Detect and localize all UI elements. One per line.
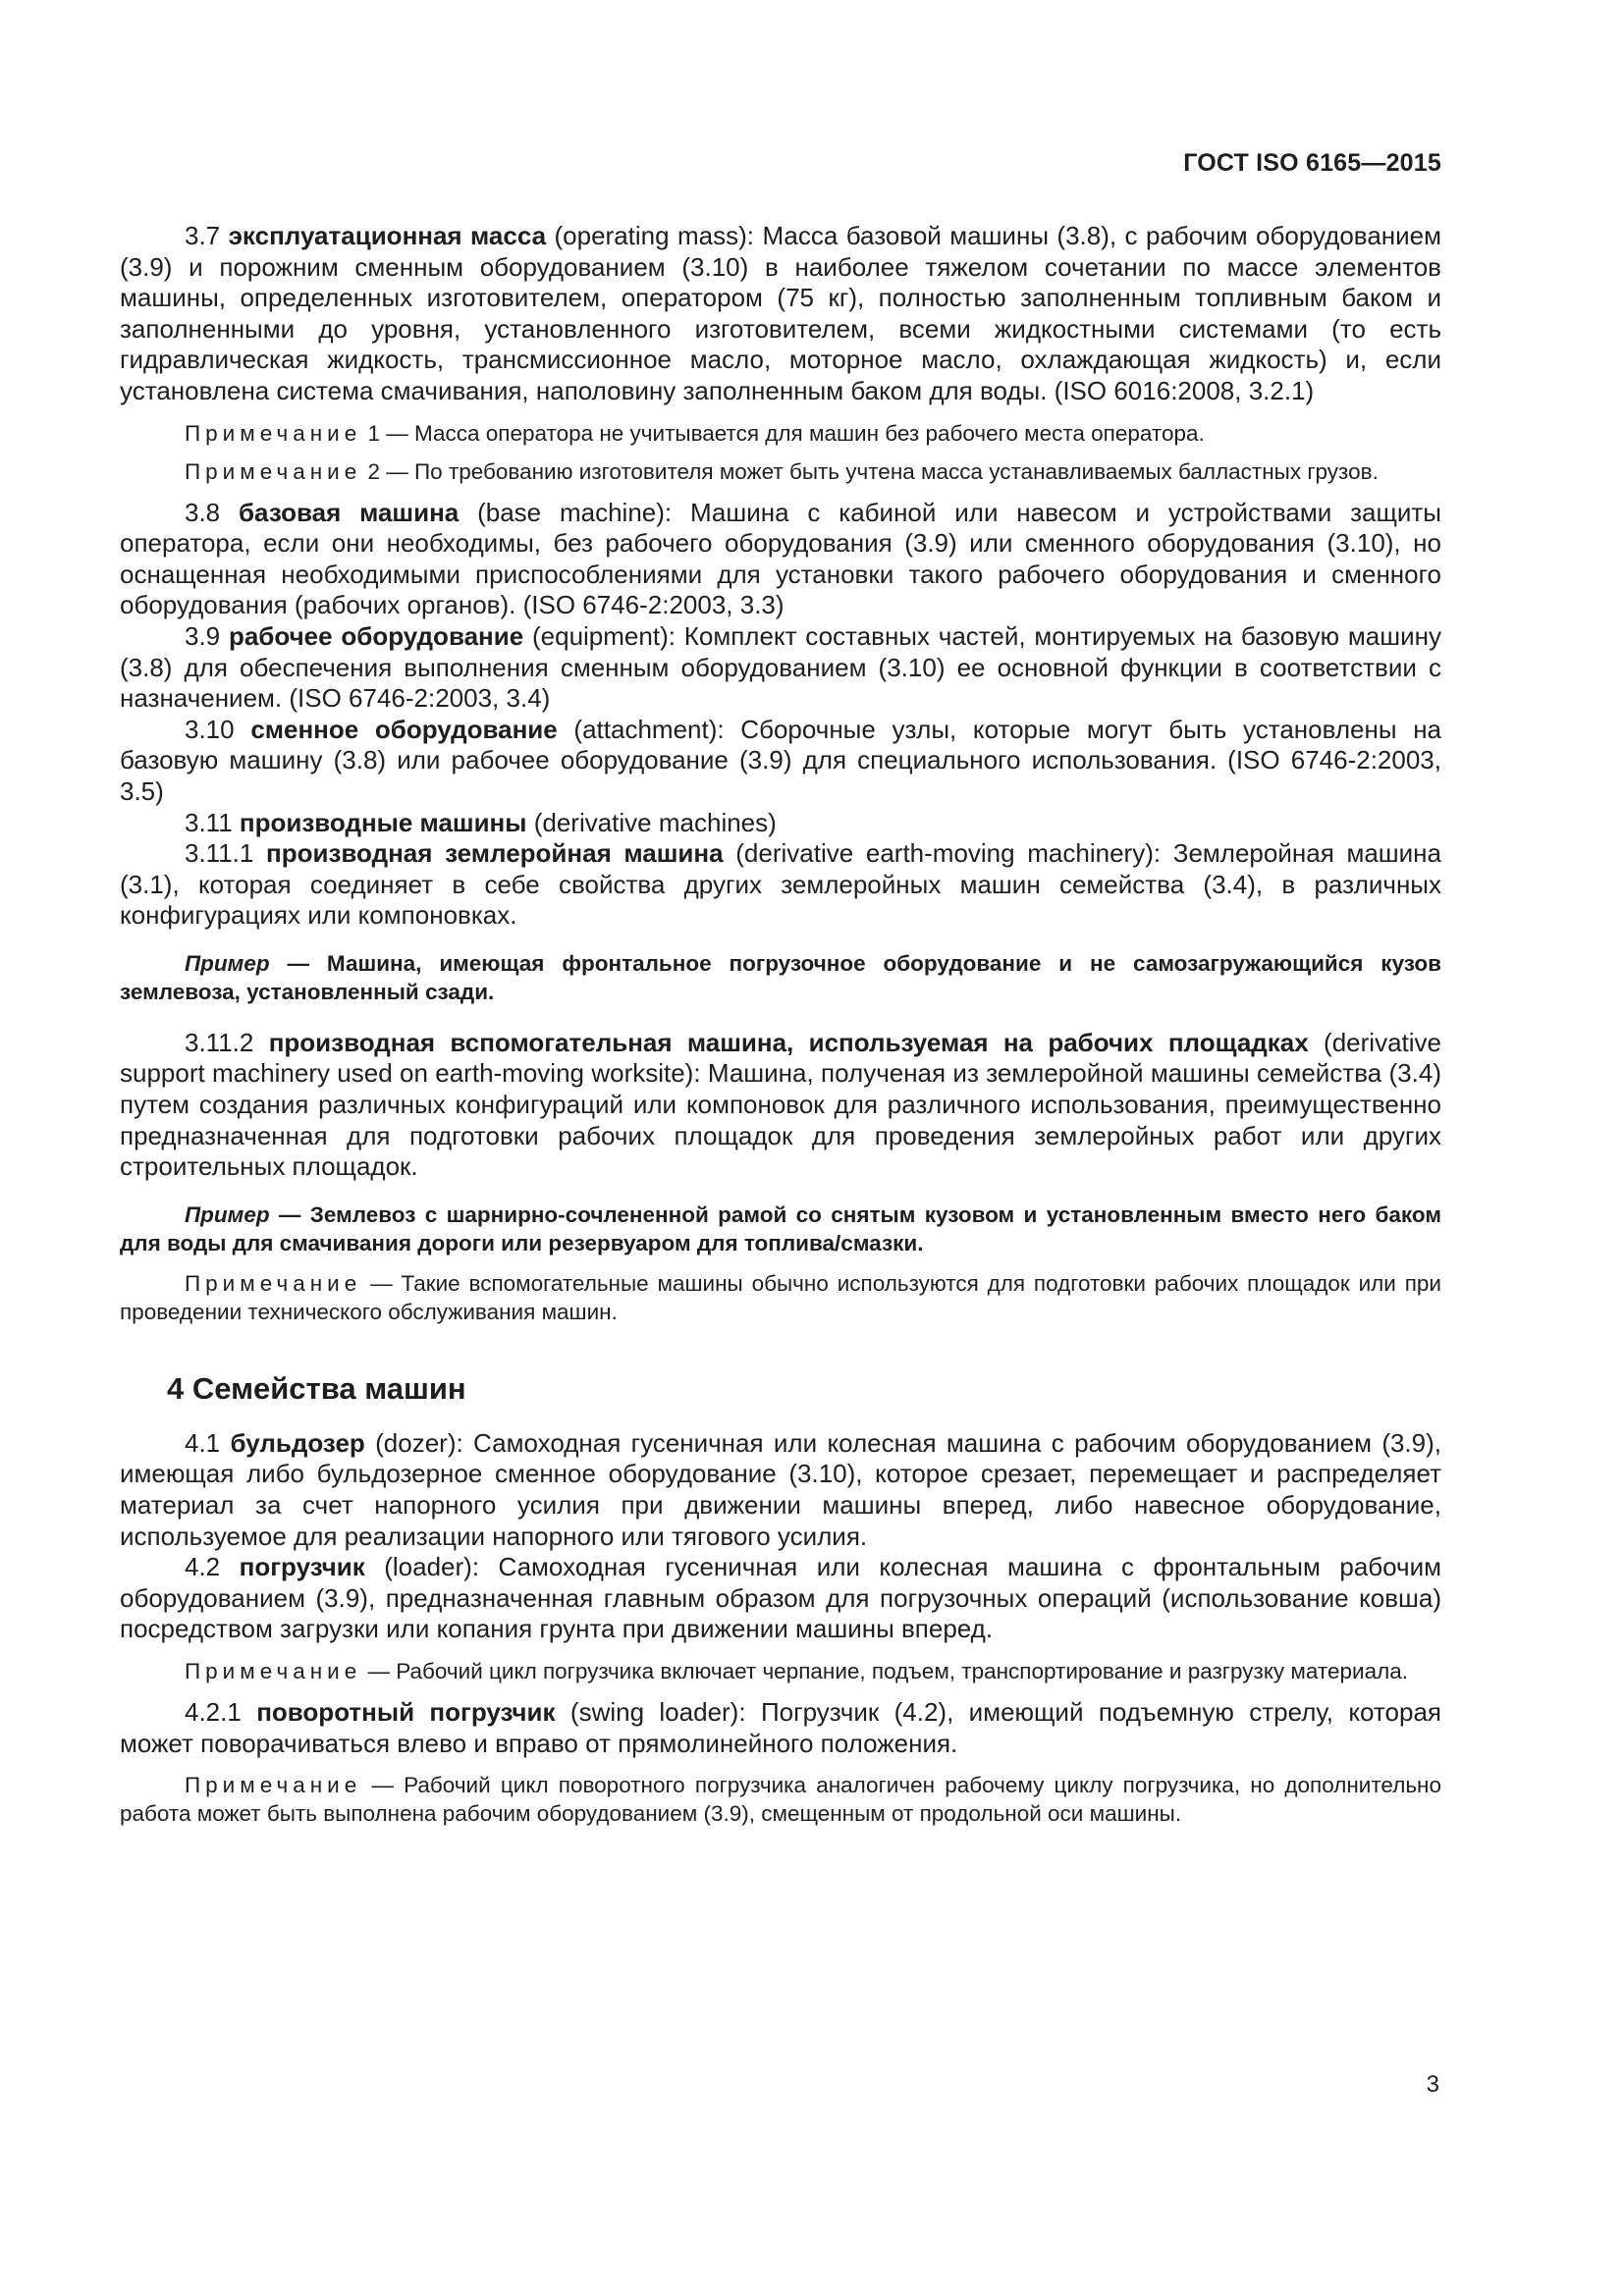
definition: (attachment): Сборочные узлы, которые могут быть установлены на базовую машину (3.8) или рабочее оборудование (3.9) для специального использования. (ISO 6746-2:2003, 3.5)	[120, 714, 1442, 806]
note-label: Примечание	[185, 1270, 362, 1296]
clause-3-10	[120, 715, 1441, 808]
clause-3-11-2	[120, 1028, 1441, 1183]
section-heading: 4 Семейства машин	[167, 1370, 466, 1406]
example-text: — Машина, имеющая фронтальное погрузочное оборудование и не самозагружающийся кузов землевоза, установленный сзади.	[120, 950, 1441, 1004]
example-label: Пример	[185, 950, 270, 976]
clause-number: 3.10	[185, 714, 251, 744]
definition: (equipment): Комплект составных частей, монтируемых на базовую машину (3.8) для обеспечения выполнения сменным оборудованием (3.10) ее основной функции в соответствии с назначением. (ISO 6746-2:2003, 3.4)	[120, 620, 1441, 714]
clause-3-11	[120, 808, 1441, 839]
note-4	[120, 1657, 1441, 1685]
clause-number: 4.2	[185, 1552, 240, 1582]
term: сменное оборудование	[250, 714, 558, 744]
clause-number: 3.9	[185, 620, 229, 651]
clause-number: 3.11.1	[185, 838, 267, 869]
term: эксплуатационная масса	[228, 221, 547, 250]
clause-number: 3.8	[185, 497, 239, 527]
clause-number: 3.11	[185, 807, 240, 837]
page-number: 3	[1426, 2071, 1439, 2098]
note-3	[120, 1269, 1441, 1326]
term: поворотный погрузчик	[256, 1697, 556, 1727]
clause-4-2	[120, 1552, 1441, 1645]
term: производные машины	[239, 807, 527, 837]
note-1	[120, 419, 1441, 448]
definition: (base machine): Машина с кабиной или навесом и устройствами защиты оператора, если они необходимы, без рабочего оборудования (3.9) или сменного оборудования (3.10), но оснащенная необходимыми приспособлениями для установки такого рабочего оборудования и сменного оборудования (рабочих органов). (ISO 6746-2:2003, 3.3)	[120, 497, 1441, 620]
definition: (derivative earth-moving machinery): Землеройная машина (3.1), которая соединяет в себе свойства других землеройных машин семейства (3.4), в различных конфигурациях или компоновках.	[120, 838, 1441, 931]
definition: (swing loader): Погрузчик (4.2), имеющий подъемную стрелу, которая может поворачиваться влево и вправо от прямолинейного положения.	[120, 1697, 1441, 1758]
note-label: Примечание	[185, 458, 362, 484]
clause-number: 4.2.1	[185, 1697, 257, 1727]
clause-3-9	[120, 621, 1441, 715]
term: бульдозер	[230, 1427, 365, 1458]
note-label: Примечание	[185, 420, 362, 446]
note-text: 2 — По требованию изготовителя может быть учтена масса устанавливаемых балластных грузов.	[361, 458, 1379, 484]
clause-3-7	[120, 221, 1441, 407]
note-label: Примечание	[185, 1773, 362, 1798]
document-header: ГОСТ ISO 6165—2015	[1183, 149, 1441, 177]
definition: (derivative support machinery used on earth-moving worksite): Машина, полученая из землеройной машины семейства (3.4) путем создания различных конфигураций или компоновок для различного использования, преимущественно предназначенная для подготовки рабочих площадок для проведения землеройных работ или других строительных площадок.	[120, 1027, 1441, 1182]
clause-3-8	[120, 498, 1441, 621]
term: производная вспомогательная машина, используемая на рабочих площадках	[268, 1027, 1309, 1057]
note-2	[120, 457, 1441, 486]
example-1	[120, 949, 1441, 1006]
note-5	[120, 1771, 1441, 1828]
example-2	[120, 1201, 1441, 1257]
clause-number: 3.7	[185, 221, 229, 250]
clause-number: 3.11.2	[185, 1027, 269, 1057]
term: погрузчик	[239, 1552, 365, 1582]
note-text: — Такие вспомогательные машины обычно используются для подготовки рабочих площадок или при проведении технического обслуживания машин.	[120, 1270, 1441, 1324]
definition: (operating mass): Масса базовой машины (3.8), с рабочим оборудованием (3.9) и порожним сменным оборудованием (3.10) в наиболее тяжелом сочетании по массе элементов машины, определенных изготовителем, оператором (75 кг), полностью заполненным топливным баком и заполненными до уровня, установленного изготовителем, всеми жидкостными системами (то есть гидравлическая жидкость, трансмиссионное масло, моторное масло, охлаждающая жидкость) и, если установлена система смачивания, наполовину заполненным баком для воды. (ISO 6016:2008, 3.2.1)	[120, 221, 1441, 405]
note-text: — Рабочий цикл поворотного погрузчика аналогичен рабочему циклу погрузчика, но дополнительно работа может быть выполнена рабочим оборудованием (3.9), смещенным от продольной оси машины.	[120, 1773, 1441, 1827]
definition: (dozer): Самоходная гусеничная или колесная машина с рабочим оборудованием (3.9), имеющая либо бульдозерное сменное оборудование (3.10), которое срезает, перемещает и распределяет материал за счет напорного усилия при движении машины вперед, либо навесное оборудование, используемое для реализации напорного или тягового усилия.	[120, 1427, 1441, 1551]
clause-number: 4.1	[185, 1427, 231, 1458]
term: производная землеройная машина	[266, 838, 724, 869]
term: рабочее оборудование	[228, 620, 524, 651]
example-label: Пример	[185, 1201, 270, 1227]
note-label: Примечание	[185, 1659, 362, 1683]
note-text: — Рабочий цикл погрузчика включает черпание, подъем, транспортирование и разгрузку материала.	[361, 1659, 1408, 1683]
clause-4-2-1	[120, 1697, 1441, 1759]
definition: (loader): Самоходная гусеничная или колесная машина с фронтальным рабочим оборудованием (3.9), предназначенная главным образом для погрузочных операций (использование ковша) посредством загрузки или копания грунта при движении машины вперед.	[120, 1552, 1442, 1644]
document-body	[120, 221, 1441, 1828]
example-text: — Землевоз с шарнирно-сочлененной рамой со снятым кузовом и установленным вместо него баком для воды для смачивания дороги или резервуаром для топлива/смазки.	[120, 1201, 1441, 1255]
term: базовая машина	[238, 497, 460, 527]
clause-3-11-1	[120, 838, 1441, 932]
definition: (derivative machines)	[526, 807, 777, 837]
note-text: 1 — Масса оператора не учитывается для машин без рабочего места оператора.	[361, 420, 1205, 446]
clause-4-1	[120, 1428, 1441, 1552]
